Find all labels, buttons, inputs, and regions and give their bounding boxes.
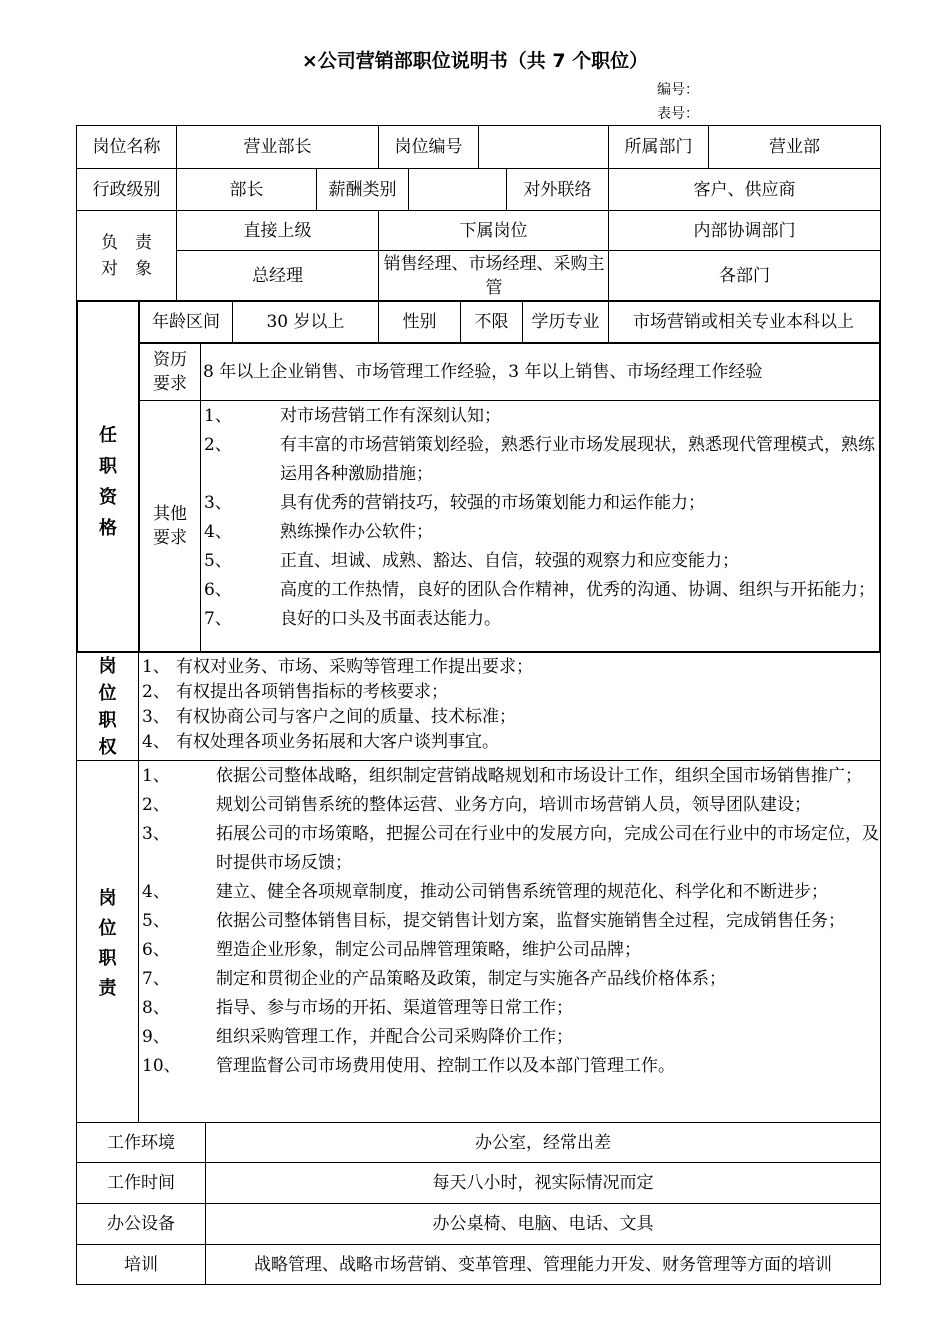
list-item: [142, 705, 877, 730]
list-item-text: 正直、坦诚、成熟、豁达、自信，较强的观察力和应变能力；: [280, 551, 739, 571]
list-item: [142, 965, 879, 994]
admin-level-value: 部长: [229, 179, 264, 200]
experience-value: 8 年以上企业销售、市场管理工作经验，3 年以上销售、市场经理工作经验: [203, 362, 763, 382]
position-code-label: 岗位编号: [394, 137, 463, 157]
education-label: 学历专业: [531, 312, 600, 332]
work-environment-label: 工作环境: [107, 1132, 175, 1153]
position-code-value: [479, 126, 608, 168]
training-label: 培训: [124, 1254, 158, 1275]
other-requirements-label: 其他 要求: [153, 504, 187, 548]
list-item-text: 有权处理各项业务拓展和大客户谈判事宜。: [176, 732, 499, 752]
list-item-number: 2、: [142, 795, 170, 815]
salary-type-value: [409, 169, 506, 210]
list-item-text: 对市场营销工作有深刻认知；: [280, 406, 501, 426]
experience-label: 资历 要求: [153, 350, 187, 394]
list-item-number: 1、: [204, 406, 232, 426]
department-value: 营业部: [769, 137, 820, 157]
list-item-text: 有权提出各项销售指标的考核要求；: [176, 682, 448, 702]
external-contact-label: 对外联络: [523, 179, 592, 200]
list-item-text: 良好的口头及书面表达能力。: [280, 609, 501, 629]
code-label: 编号：: [657, 82, 699, 98]
salary-type-label: 薪酬类别: [328, 179, 397, 200]
list-item-number: 4、: [142, 732, 170, 752]
age-label: 年龄区间: [152, 312, 220, 332]
list-item-text: 拓展公司的市场策略，把握公司在行业中的发展方向，完成公司在行业中的市场定位，及时提供市场反馈；: [216, 824, 879, 873]
list-item-number: 3、: [142, 707, 170, 727]
list-item-number: 2、: [142, 682, 170, 702]
work-time-value: 每天八小时，视实际情况而定: [432, 1173, 654, 1193]
list-item-number: 7、: [204, 609, 232, 629]
position-name-label: 岗位名称: [92, 137, 161, 157]
list-item: [204, 547, 877, 576]
list-item: [142, 936, 879, 965]
list-item-text: 依据公司整体战略，组织制定营销战略规划和市场设计工作，组织全国市场销售推广；: [216, 766, 862, 786]
list-item: [204, 576, 877, 605]
list-item-text: 高度的工作热情，良好的团队合作精神，优秀的沟通、协调、组织与开拓能力；: [280, 580, 875, 600]
list-item: [142, 1052, 879, 1081]
work-environment-value: 办公室，经常出差: [475, 1132, 611, 1153]
list-item: [204, 402, 877, 431]
list-item: [142, 878, 879, 907]
list-item-text: 规划公司销售系统的整体运营、业务方向，培训市场营销人员，领导团队建设；: [216, 795, 811, 815]
list-item: [204, 605, 877, 634]
office-equipment-value: 办公桌椅、电脑、电话、文具: [432, 1214, 654, 1234]
list-item: [142, 1023, 879, 1052]
list-item: [204, 489, 877, 518]
list-item-text: 有丰富的市场营销策划经验，熟悉行业市场发展现状，熟悉现代管理模式，熟练运用各种激励措施；: [280, 435, 875, 484]
internal-dept-value: 各部门: [719, 265, 770, 286]
gender-label: 性别: [402, 312, 437, 332]
list-item-number: 5、: [204, 551, 232, 571]
list-item: [142, 762, 879, 791]
admin-level-label: 行政级别: [92, 179, 161, 200]
list-item-number: 9、: [142, 1027, 170, 1047]
list-item-number: 7、: [142, 969, 170, 989]
list-item-number: 6、: [204, 580, 232, 600]
training-value: 战略管理、战略市场营销、变革管理、管理能力开发、财务管理等方面的培训: [254, 1254, 832, 1275]
list-item: [204, 431, 877, 489]
authority-list: [142, 655, 877, 755]
list-item-number: 1、: [142, 657, 170, 677]
external-contact-value: 客户、供应商: [693, 179, 796, 200]
list-item-text: 依据公司整体销售目标，提交销售计划方案，监督实施销售全过程，完成销售任务；: [216, 911, 845, 931]
list-item-text: 有权对业务、市场、采购等管理工作提出要求；: [176, 657, 533, 677]
list-item-number: 4、: [142, 882, 170, 902]
list-item-text: 建立、健全各项规章制度，推动公司销售系统管理的规范化、科学化和不断进步；: [216, 882, 828, 902]
superior-value: 总经理: [252, 265, 303, 286]
duties-list: [142, 762, 879, 1081]
department-label: 所属部门: [624, 137, 693, 157]
office-equipment-label: 办公设备: [107, 1214, 175, 1234]
position-name-value: 营业部长: [243, 137, 312, 157]
form-label: 表号：: [657, 106, 699, 122]
list-item-number: 3、: [142, 824, 170, 844]
authority-section-label: 岗 位 职 权: [98, 656, 117, 758]
list-item-text: 塑造企业形象，制定公司品牌管理策略，维护公司品牌；: [216, 940, 641, 960]
list-item-text: 具有优秀的营销技巧，较强的市场策划能力和运作能力；: [280, 493, 705, 513]
list-item: [142, 994, 879, 1023]
gender-value: 不限: [474, 312, 509, 332]
document-title: ×公司营销部职位说明书（共 7 个职位）: [301, 50, 649, 72]
work-time-label: 工作时间: [107, 1173, 175, 1193]
list-item-text: 组织采购管理工作，并配合公司采购降价工作；: [216, 1027, 573, 1047]
list-item-number: 10、: [142, 1056, 181, 1076]
list-item-number: 4、: [204, 522, 232, 542]
qualification-section-label: 任 职 资 格: [99, 425, 117, 539]
list-item: [142, 791, 879, 820]
list-item: [142, 820, 879, 878]
list-item-text: 管理监督公司市场费用使用、控制工作以及本部门管理工作。: [216, 1056, 675, 1076]
list-item-text: 熟练操作办公软件；: [280, 522, 433, 542]
age-value: 30 岁以上: [266, 312, 345, 332]
list-item: [142, 907, 879, 936]
list-item-text: 制定和贯彻企业的产品策略及政策，制定与实施各产品线价格体系；: [216, 969, 726, 989]
duties-section-label: 岗 位 职 责: [98, 888, 117, 999]
responsibility-label: 负 责 对 象: [101, 233, 152, 279]
subordinate-value: 销售经理、市场经理、采购主管: [383, 253, 605, 298]
list-item: [142, 730, 877, 755]
list-item-text: 指导、参与市场的开拓、渠道管理等日常工作；: [216, 998, 573, 1018]
list-item-number: 2、: [204, 435, 232, 455]
list-item: [142, 680, 877, 705]
list-item-number: 3、: [204, 493, 232, 513]
internal-dept-label: 内部协调部门: [693, 220, 796, 241]
list-item-number: 5、: [142, 911, 170, 931]
education-value: 市场营销或相关专业本科以上: [633, 312, 854, 332]
list-item-number: 8、: [142, 998, 170, 1018]
superior-label: 直接上级: [243, 220, 312, 241]
list-item-text: 有权协商公司与客户之间的质量、技术标准；: [176, 707, 516, 727]
list-item: [204, 518, 877, 547]
other-requirements-list: [204, 402, 877, 634]
list-item: [142, 655, 877, 680]
list-item-number: 1、: [142, 766, 170, 786]
subordinate-label: 下属岗位: [459, 220, 528, 241]
list-item-number: 6、: [142, 940, 170, 960]
